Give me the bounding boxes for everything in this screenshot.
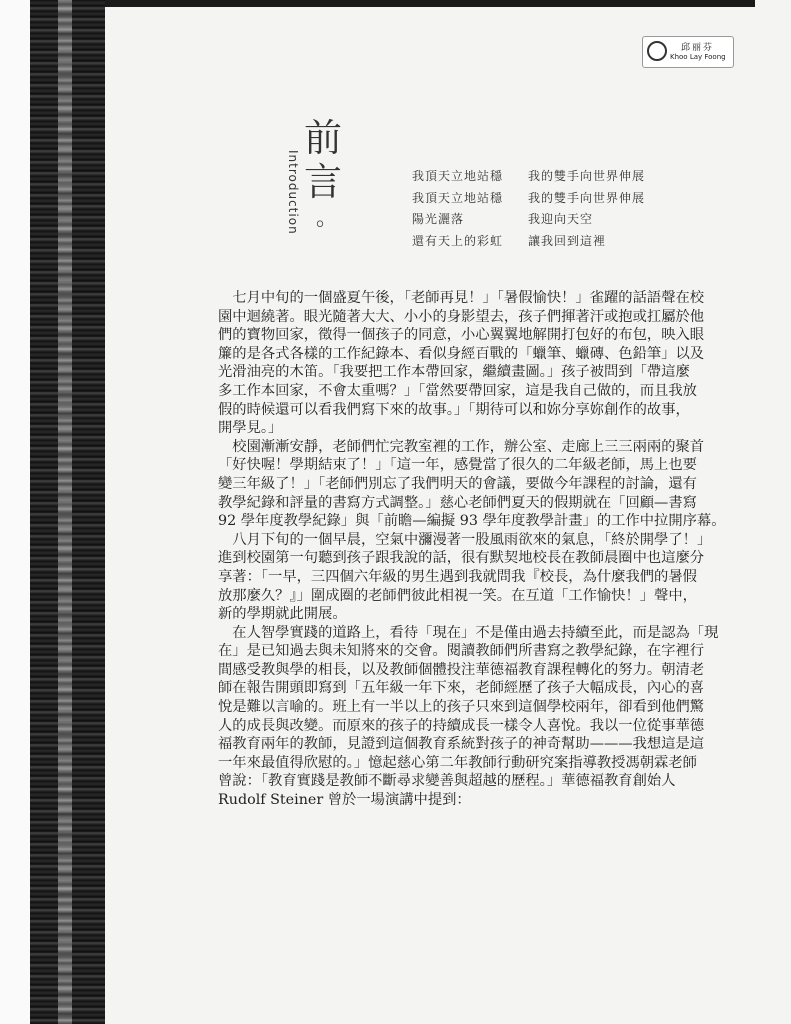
- poem-line: 我的雙手向世界伸展: [528, 169, 646, 183]
- page-margin: [0, 0, 30, 1024]
- stamp-name-cn: 邱丽芬: [681, 43, 715, 53]
- text-line: 變三年級了！」「老師們別忘了我們明天的會議，要做今年課程的討論，還有: [218, 475, 697, 492]
- text-line: 福教育兩年的教師，見證到這個教育系統對孩子的神奇幫助———我想這是這: [218, 736, 705, 753]
- text-line: 校園漸漸安靜，老師們忙完教室裡的工作，辦公室、走廊上三三兩兩的聚首: [218, 438, 705, 455]
- poem-right-column: [528, 166, 645, 252]
- text-line: 師在報告開頭即寫到「五年級一年下來，老師經歷了孩子大幅成長，內心的喜: [218, 680, 705, 697]
- text-line: 間感受教與學的相長，以及教師個體投注華德福教育課程轉化的努力。朝清老: [218, 661, 705, 678]
- text-line: 享著：「一早，三四個六年級的男生遇到我就問我『校長，為什麼我們的暑假: [218, 568, 697, 585]
- title-mark: 。: [316, 206, 339, 231]
- poem-line: 讓我回到這裡: [528, 233, 607, 248]
- text-line: 簾的是各式各樣的工作紀錄本、看似身經百戰的「蠟筆、蠟磚、色鉛筆」以及: [218, 345, 705, 362]
- text-line: 放那麼久？』」圍成圈的老師們彼此相視一笑。在互道「工作愉快！」聲中，: [218, 587, 697, 604]
- text-line: 一年來最值得欣慰的。」憶起慈心第二年教師行動研究案指導教授馮朝霖老師: [218, 754, 697, 771]
- text-line: 假的時候還可以看我們寫下來的故事。」「期待可以和妳分享妳創作的故事，: [218, 401, 690, 418]
- body-text: [218, 289, 726, 810]
- text-line: 園中迴繞著。眼光隨著大大、小小的身影望去，孩子們揮著汗或抱或扛屬於他: [218, 308, 705, 325]
- text-line: 們的寶物回家，徵得一個孩子的同意，小心翼翼地解開打包好的布包，映入眼: [218, 327, 705, 344]
- poem-line: 陽光灑落: [412, 212, 465, 226]
- text-line: 在」是已知過去與未知將來的交會。閱讀教師們所書寫之教學紀錄，在字裡行: [218, 643, 705, 660]
- scan-top-edge: [105, 0, 755, 7]
- text-line: Rudolf Steiner 曾於一場演講中提到：: [218, 792, 471, 809]
- scan-binding-shadow: [30, 0, 105, 1024]
- paragraph: [218, 289, 705, 438]
- poem-line: 我頂天立地站穩: [412, 190, 504, 205]
- text-line: 曾說：「教育實踐是教師不斷尋求變善與超越的歷程。」華德福教育創始人: [218, 773, 676, 790]
- text-line: 人的成長與改變。而原來的孩子的持續成長一樣令人喜悅。我以一位從事華德: [218, 717, 705, 734]
- section-title: [304, 116, 348, 234]
- section-subtitle: Introduction: [286, 150, 300, 235]
- text-line: 八月下旬的一個早晨，空氣中瀰漫著一股風雨欲來的氣息，「終於開學了！」: [218, 531, 712, 548]
- paragraph: [218, 531, 712, 624]
- poem-line: 還有天上的彩虹: [412, 233, 504, 248]
- title-text: 前言: [304, 116, 343, 204]
- text-line: 光滑油亮的木笛。「我要把工作本帶回家，繼續畫圖。」孩子被問到「帶這麼: [218, 364, 690, 381]
- text-line: 92 學年度教學紀錄」與「前瞻—編擬 93 學年度教學計畫」的工作中拉開序幕。: [218, 513, 726, 530]
- poem-left-column: [412, 166, 503, 252]
- stamp-logo-icon: [647, 41, 667, 61]
- text-line: 進到校園第一句聽到孩子跟我說的話，很有默契地校長在教師晨圈中也這麼分: [218, 550, 705, 567]
- text-line: 七月中旬的一個盛夏午後，「老師再見！」「暑假愉快！」雀躍的話語聲在校: [218, 290, 705, 306]
- paragraph: [218, 624, 719, 810]
- text-line: 在人智學實踐的道路上，看待「現在」不是僅由過去持續至此，而是認為「現: [218, 624, 719, 641]
- text-line: 教學紀錄和評量的書寫方式調整。」慈心老師們夏天的假期就在「回顧—書寫: [218, 494, 697, 511]
- poem-line: 我迎向天空: [528, 212, 594, 226]
- text-line: 「好快喔！學期結束了！」「這一年，感覺當了很久的二年級老師，馬上也要: [218, 457, 697, 474]
- poem-line: 我頂天立地站穩: [412, 169, 504, 183]
- text-line: 悅是難以言喻的。班上有一半以上的孩子只來到這個學校兩年，卻看到他們驚: [218, 699, 705, 716]
- text-line: 新的學期就此開展。: [218, 606, 347, 623]
- poem-line: 我的雙手向世界伸展: [528, 190, 646, 205]
- text-line: 多工作本回家，不會太重嗎？」「當然要帶回家，這是我自己做的，而且我放: [218, 382, 697, 399]
- text-line: 開學見。」: [218, 420, 283, 437]
- paragraph: [218, 438, 726, 531]
- author-stamp: [642, 36, 734, 68]
- stamp-name-en: Khoo Lay Foong: [670, 53, 726, 61]
